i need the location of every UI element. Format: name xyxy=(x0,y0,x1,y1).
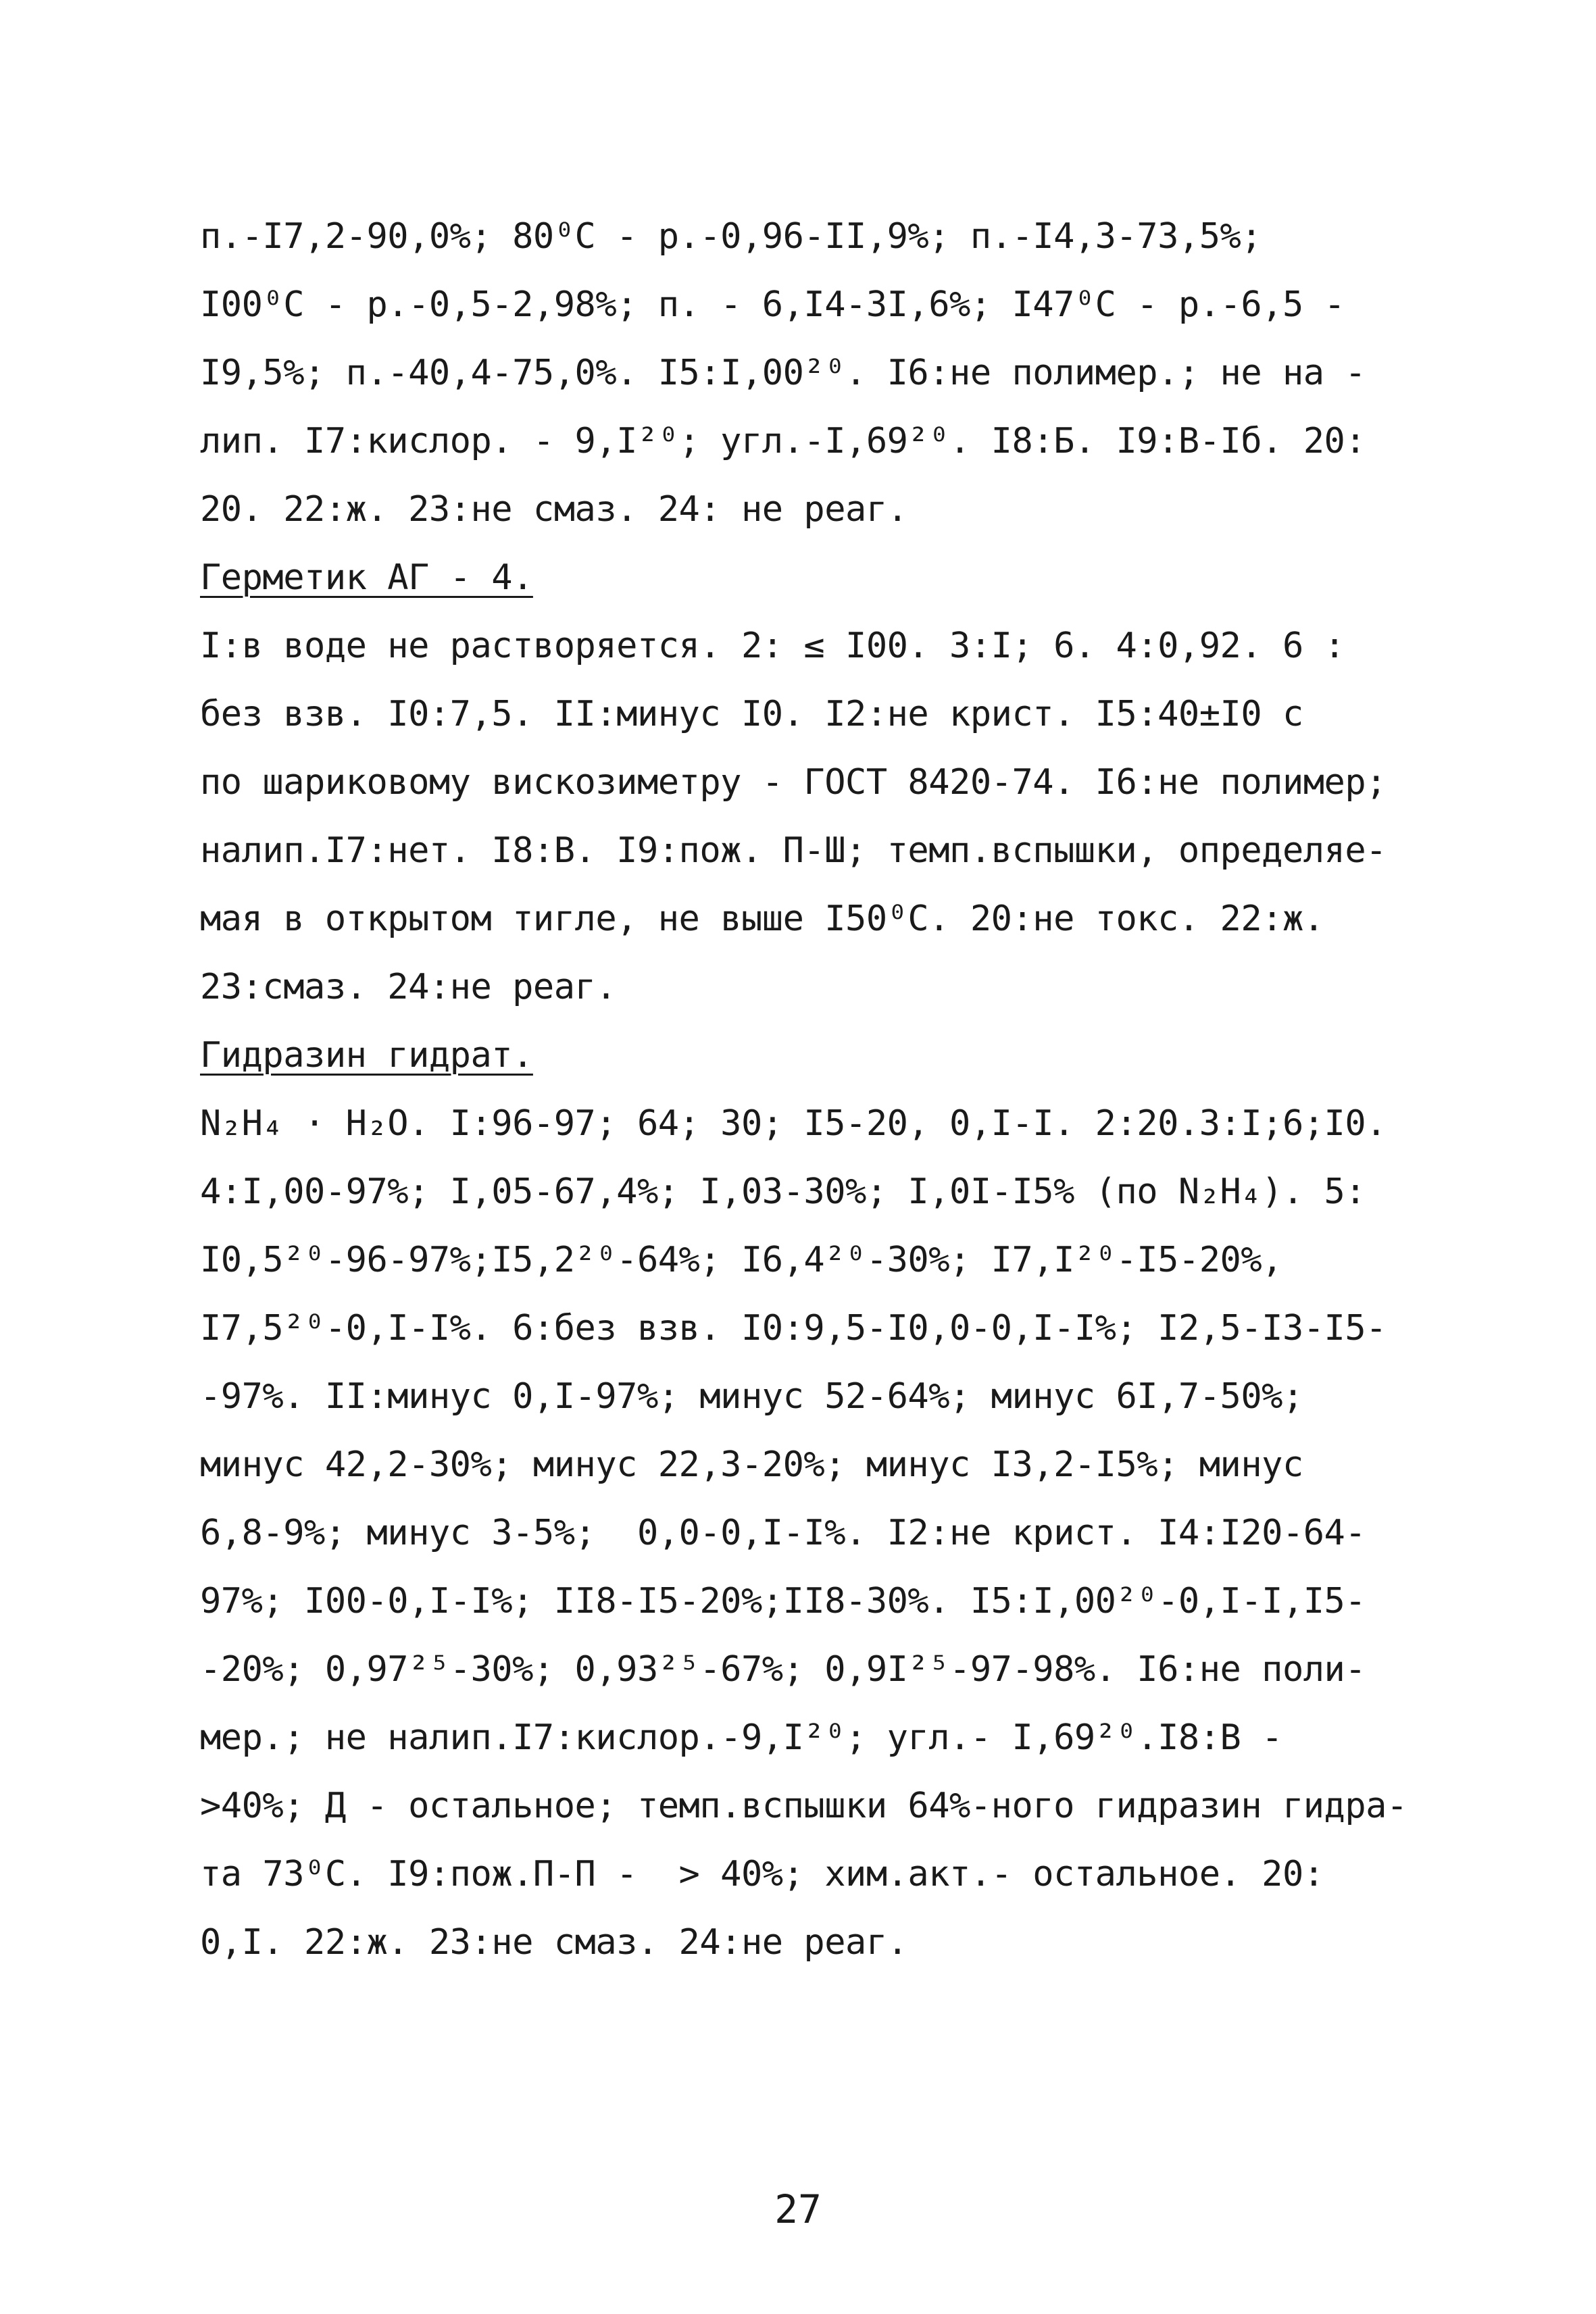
text-line: 0,I. 22:ж. 23:не смаз. 24:не реаг. xyxy=(200,1922,908,1963)
text-line: -20%; 0,97²⁵-30%; 0,93²⁵-67%; 0,9I²⁵-97-98%. I6:не поли- xyxy=(200,1649,1366,1690)
text-line: без взв. I0:7,5. II:минус I0. I2:не крист. I5:40±I0 с xyxy=(200,694,1303,734)
text-line: минус 42,2-30%; минус 22,3-20%; минус I3,2-I5%; минус xyxy=(200,1444,1303,1485)
text-line: I0,5²⁰-96-97%;I5,2²⁰-64%; I6,4²⁰-30%; I7,I²⁰-I5-20%, xyxy=(200,1240,1282,1280)
text-line: 6,8-9%; минус 3-5%; 0,0-0,I-I%. I2:не крист. I4:I20-64- xyxy=(200,1513,1366,1553)
text-line: I:в воде не растворяется. 2: ≤ I00. 3:I; 6. 4:0,92. 6 : xyxy=(200,626,1345,666)
text-line: I00⁰С - р.-0,5-2,98%; п. - 6,I4-3I,6%; I47⁰С - р.-6,5 - xyxy=(200,284,1345,325)
text-line: по шариковому вискозиметру - ГОСТ 8420-74. I6:не полимер; xyxy=(200,762,1387,803)
text-line: 20. 22:ж. 23:не смаз. 24: не реаг. xyxy=(200,489,908,530)
text-line: мер.; не налип.I7:кислор.-9,I²⁰; угл.- I,69²⁰.I8:В - xyxy=(200,1717,1282,1758)
text-line: I9,5%; п.-40,4-75,0%. I5:I,00²⁰. I6:не полимер.; не на - xyxy=(200,353,1366,393)
document-page xyxy=(200,203,1423,1977)
section-heading-hydrazine: Гидразин гидрат. xyxy=(200,1035,533,1076)
text-line: та 73⁰С. I9:пож.П-П - > 40%; хим.акт.- остальное. 20: xyxy=(200,1854,1324,1894)
text-line: 4:I,00-97%; I,05-67,4%; I,03-30%; I,0I-I5% (по N₂H₄). 5: xyxy=(200,1172,1366,1212)
section-heading-ag4: Герметик АГ - 4. xyxy=(200,557,533,598)
text-line: I7,5²⁰-0,I-I%. 6:без взв. I0:9,5-I0,0-0,I-I%; I2,5-I3-I5- xyxy=(200,1308,1387,1349)
text-line: 97%; I00-0,I-I%; II8-I5-20%;II8-30%. I5:I,00²⁰-0,I-I,I5- xyxy=(200,1581,1366,1621)
text-line: мая в открытом тигле, не выше I50⁰С. 20:не токс. 22:ж. xyxy=(200,899,1324,939)
text-line: >40%; Д - остальное; темп.вспышки 64%-ного гидразин гидра- xyxy=(200,1786,1407,1826)
text-line: 23:смаз. 24:не реаг. xyxy=(200,967,617,1007)
page-number: 27 xyxy=(774,2186,822,2232)
text-line: лип. I7:кислор. - 9,I²⁰; угл.-I,69²⁰. I8:Б. I9:В-Iб. 20: xyxy=(200,421,1366,461)
text-line: -97%. II:минус 0,I-97%; минус 52-64%; минус 6I,7-50%; xyxy=(200,1376,1303,1417)
text-line: налип.I7:нет. I8:В. I9:пож. П-Ш; темп.вспышки, определяе- xyxy=(200,830,1387,871)
text-line: п.-I7,2-90,0%; 80⁰С - р.-0,96-II,9%; п.-I4,3-73,5%; xyxy=(200,216,1262,257)
text-line: N₂H₄ · H₂O. I:96-97; 64; 30; I5-20, 0,I-I. 2:20.3:I;6;I0. xyxy=(200,1103,1387,1144)
